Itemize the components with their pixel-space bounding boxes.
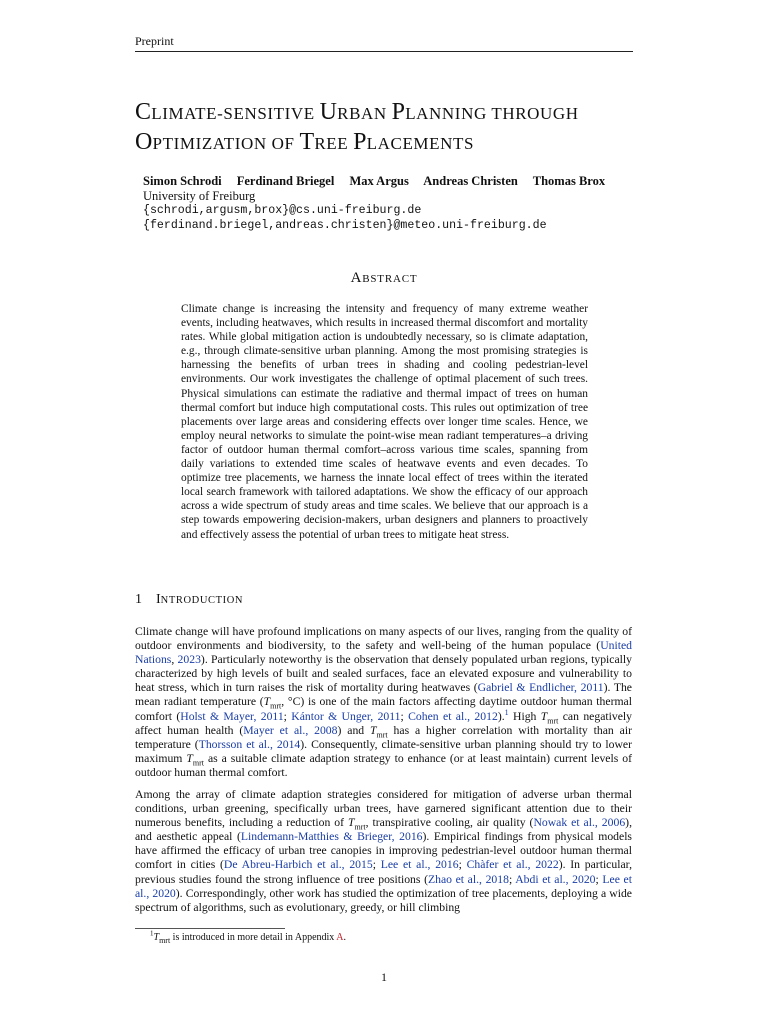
affiliation: University of Freiburg bbox=[143, 189, 256, 203]
footnote-mark: 1 bbox=[150, 929, 154, 938]
citation-link[interactable]: Zhao et al., 2018 bbox=[427, 872, 509, 886]
intro-paragraph-2: Among the array of climate adaption strategies considered for mitigation of adverse urban thermal conditions, urban greening, specifically urban trees, have garnered significant attention due to their numerous benefits, including a reduction of $T_{mrt}$, transpirative cooling, air quality (Nowak et al., 2006), and aesthetic appeal (Lindemann-Matthies & Brieger, 2016). Empirical findings from physical models have affirmed the efficacy of urban tree canopies in improving pedestrian-level outdoor human thermal comfort in cities (De Abreu-Harbich et al., 2015; Lee et al., 2016; Chàfer et al., 2022). In particular, previous studies found the strong influence of tree positions (Zhao et al., 2018; Abdi et al., 2020; Lee et al., 2020). Correspondingly, other work has studied the optimization of tree placements, deploying a wide spectrum of algorithms, such as evolutionary, greedy, or hill climbing bbox=[135, 788, 632, 914]
author-name: Ferdinand Briegel bbox=[236, 174, 335, 188]
author-name: Thomas Brox bbox=[532, 174, 606, 188]
citation-link[interactable]: Holst & Mayer, 2011 bbox=[180, 709, 284, 723]
citation-link[interactable]: Lee et al., 2020 bbox=[135, 872, 632, 900]
paper-title bbox=[135, 98, 635, 158]
citation-link[interactable]: De Abreu-Harbich et al., 2015 bbox=[223, 858, 373, 872]
section-heading-introduction: 1 INTRODUCTION bbox=[135, 592, 244, 607]
citation-link[interactable]: Lindemann-Matthies & Brieger, 2016 bbox=[240, 830, 423, 844]
symbol-tmrt: T bbox=[540, 709, 548, 723]
symbol-tmrt: T bbox=[370, 723, 377, 737]
citation-link[interactable]: Nowak et al., 2006 bbox=[533, 816, 626, 830]
symbol-tmrt: T bbox=[263, 695, 271, 709]
citation-link[interactable]: Cohen et al., 2012 bbox=[408, 709, 498, 723]
citation-link[interactable]: 2023 bbox=[177, 653, 201, 667]
page-number: 1 bbox=[381, 970, 387, 984]
symbol-tmrt: T bbox=[153, 932, 160, 943]
intro-paragraph-1: Climate change will have profound implications on many aspects of our lives, ranging from the quality of outdoor environments and biodiversity, to the safety and well-being of the human populace (United Nations, 2023). Particularly noteworthy is the observation that densely populated urban regions, typically characterized by high levels of built and sealed surfaces, face an elevated exposure and vulnerability to heat stress, which in turn raises the risk of mortality during heatwaves (Gabriel & Endlicher, 2011). The mean radiant temperature ($T_{mrt}$, °C) is one of the main factors affecting daytime outdoor human thermal comfort (Holst & Mayer, 2011; Kántor & Unger, 2011; Cohen et al., 2012).$^1$ High $T_{mrt}$ can negatively affect human health (Mayer et al., 2008) and $T_{mrt}$ has a higher correlation with mortality than air temperature (Thorsson et al., 2014). Consequently, climate-sensitive urban planning should try to lower maximum $T_{mrt}$ as a suitable climate adaption strategy to enhance (or at least maintain) current levels of outdoor human thermal comfort. bbox=[135, 625, 633, 779]
author-name: Andreas Christen bbox=[423, 174, 518, 188]
author-emails bbox=[143, 204, 547, 233]
email-line: {ferdinand.briegel,andreas.christen}@meteo.uni-freiburg.de bbox=[143, 218, 547, 232]
footnote: $^1T_{mrt}$ is introduced in more detail in Appendix A. bbox=[150, 929, 346, 945]
citation-link[interactable]: Thorsson et al., 2014 bbox=[198, 737, 301, 751]
citation-link[interactable]: Lee et al., 2016 bbox=[380, 858, 459, 872]
abstract-heading: ABSTRACT bbox=[350, 270, 418, 286]
footnote-rule bbox=[135, 928, 285, 929]
citation-link[interactable]: Chàfer et al., 2022 bbox=[466, 858, 559, 872]
footnote-reference[interactable]: 1 bbox=[504, 707, 509, 717]
title-line-2: OPTIMIZATION OF TREE PLACEMENTS bbox=[135, 129, 475, 155]
symbol-tmrt: T bbox=[348, 816, 355, 830]
appendix-link[interactable]: A bbox=[336, 932, 344, 943]
email-line: {schrodi,argusm,brox}@cs.uni-freiburg.de bbox=[143, 204, 422, 217]
citation-link[interactable]: Kántor & Unger, 2011 bbox=[291, 709, 401, 723]
citation-link[interactable]: United Nations bbox=[135, 639, 632, 667]
author-list bbox=[143, 174, 617, 189]
citation-link[interactable]: Abdi et al., 2020 bbox=[515, 872, 596, 886]
header-rule bbox=[135, 51, 633, 52]
title-line-1: CLIMATE-SENSITIVE URBAN PLANNING THROUGH bbox=[135, 99, 579, 125]
author-name: Simon Schrodi bbox=[143, 174, 222, 188]
section-number: 1 bbox=[135, 592, 142, 607]
author-name: Max Argus bbox=[349, 174, 409, 188]
running-header: Preprint bbox=[135, 34, 174, 48]
abstract-text: Climate change is increasing the intensity and frequency of many extreme weather events, including heatwaves, which results in increased thermal discomfort and mortality rates. While global mitigation action is undoubtedly necessary, so is climate adaptation, e.g., through climate-sensitive urban planning. Among the most promising strategies is harnessing the benefits of urban trees in shading and cooling pedestrian-level environments. Our work investigates the challenge of optimal placement of such trees. Physical simulations can estimate the radiative and thermal impact of trees on human thermal comfort but induce high computational costs. This rules out optimization of tree placements over large areas and considering effects over longer time scales. Hence, we employ neural networks to simulate the point-wise mean radiant temperatures–a driving factor of outdoor human thermal comfort–across various time scales, spanning from daily variations to extended time scales of heatwave events and even decades. To optimize tree placements, we harness the innate local effect of trees within the iterated local search framework with tailored adaptations. We show the efficacy of our approach across a wide spectrum of study areas and time scales. We believe that our approach is a step towards empowering decision-makers, urban designers and planners to proactively and effectively assess the potential of urban trees to mitigate heat stress. bbox=[181, 303, 588, 541]
citation-link[interactable]: Mayer et al., 2008 bbox=[243, 723, 338, 737]
citation-link[interactable]: Gabriel & Endlicher, 2011 bbox=[477, 681, 604, 695]
symbol-tmrt: T bbox=[186, 751, 193, 765]
